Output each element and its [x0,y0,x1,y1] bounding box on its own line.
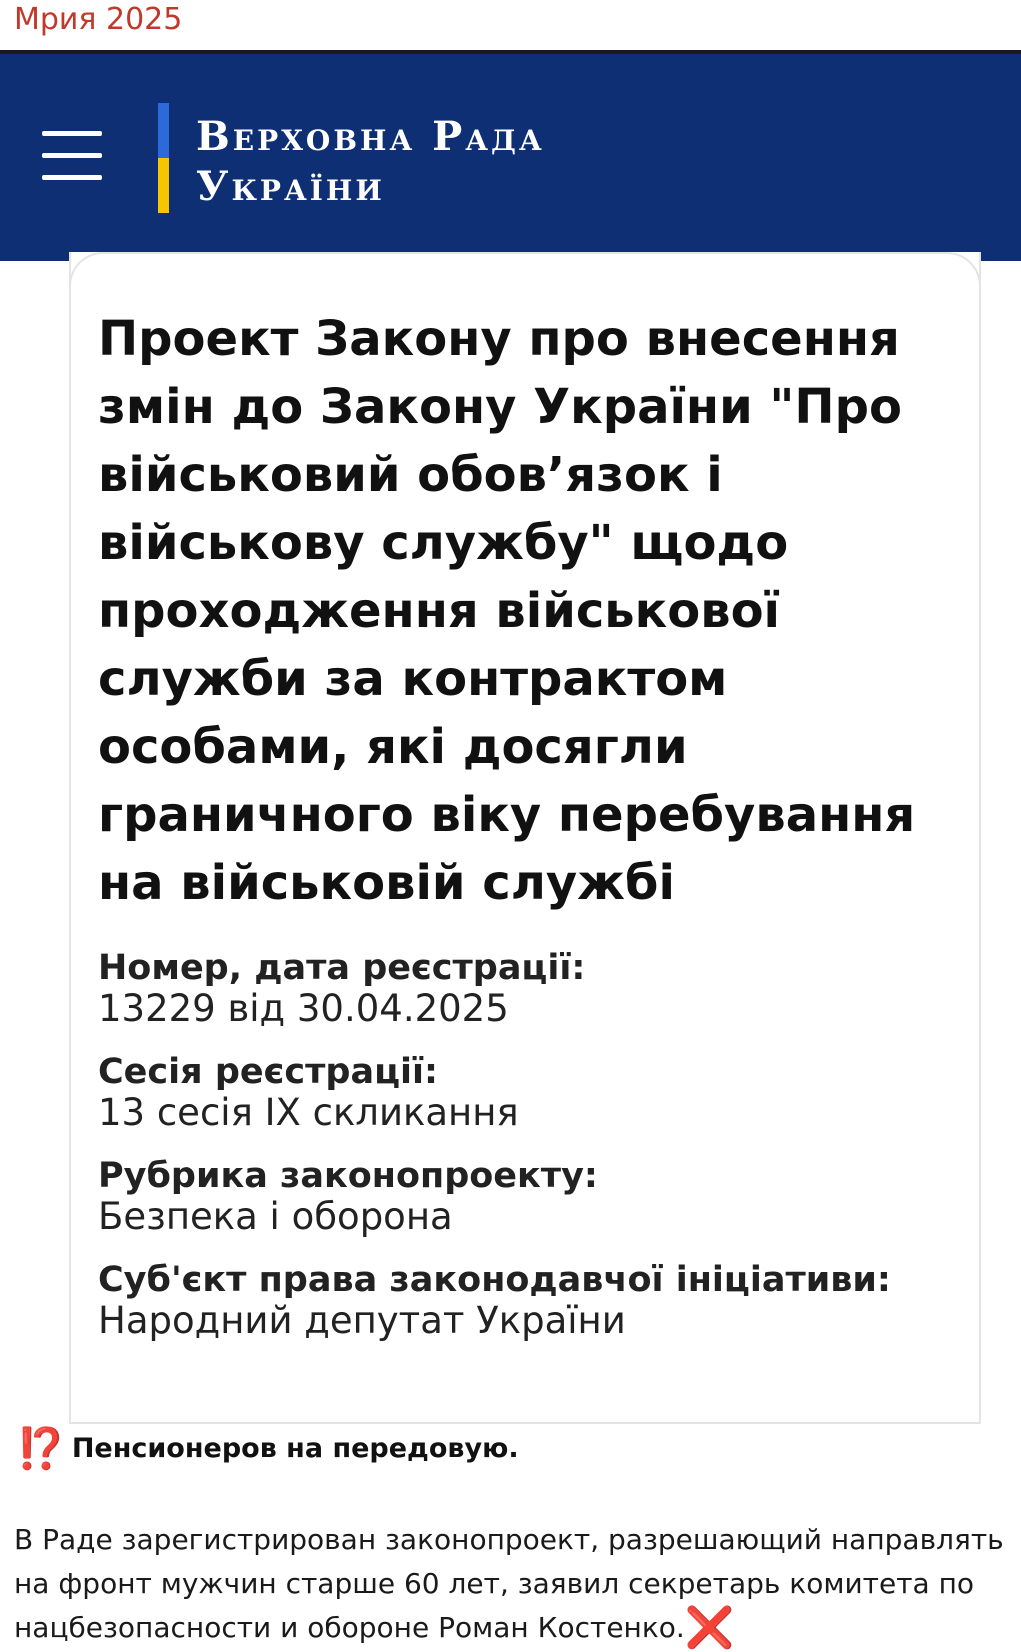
post-lead [16,1426,1006,1472]
logo-line-1: Верховна Рада [196,113,545,160]
field-value: Народний депутат України [98,1299,626,1342]
bill-card-top [69,252,981,292]
flag-stripe-icon [158,103,169,213]
exclamation-question-icon: ⁉️ [16,1426,66,1472]
post-body [14,1518,1004,1650]
field-session [98,1052,958,1134]
post-headline: Пенсионеров на передовую. [71,1433,519,1464]
field-label: Суб'єкт права законодавчої ініціативи: [98,1260,891,1300]
bill-title: Проект Закону про внесення змін до Закону України "Про військовий обов’язок і військову службу" щодо проходження військової служби за контрактом особами, які досягли граничного віку перебування на військовій службі [98,311,916,911]
field-initiator [98,1260,958,1342]
hamburger-menu-icon[interactable] [42,128,102,184]
field-value: 13229 від 30.04.2025 [98,987,509,1030]
cross-mark-icon: ❌ [684,1605,735,1651]
post-text: В Раде зарегистрирован законопроект, разрешающий направлять на фронт мужчин старше 60 лет, заявил секретарь комитета по нацбезопасности и обороне Роман Костенко. [14,1523,1004,1644]
logo-line-2: України [196,163,385,210]
field-label: Номер, дата реєстрації: [98,948,586,988]
field-rubric [98,1156,958,1238]
site-header [0,54,1021,261]
field-value: Безпека і оборона [98,1195,453,1238]
site-logo[interactable] [196,112,545,212]
field-value: 13 сесія IX скликання [98,1091,519,1134]
field-label: Рубрика законопроекту: [98,1156,598,1196]
channel-title[interactable]: Мрия 2025 [14,2,183,37]
field-label: Сесія реєстрації: [98,1052,439,1092]
field-registration [98,948,958,1030]
